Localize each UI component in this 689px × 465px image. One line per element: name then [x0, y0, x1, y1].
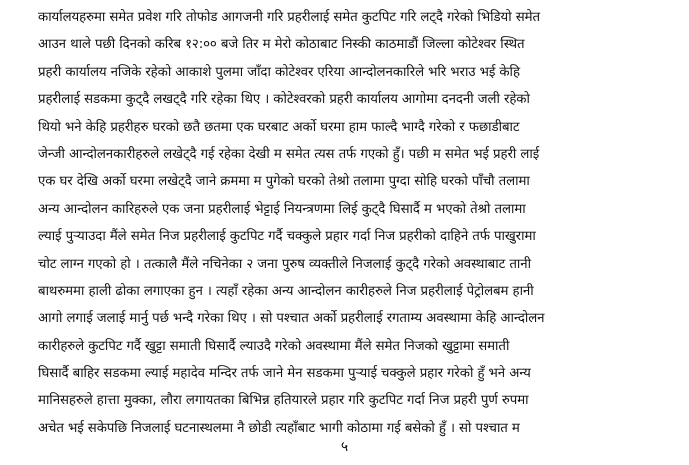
- text-line: ल्याई पुऱ्याउदा मैंले समेत निज प्रहरीलाई कुटपिट गर्दै चक्कुले प्रहार गर्दा निज प्रहरीको दाहिने तर्फ पाखुरामा: [38, 229, 536, 245]
- text-line: जेन्जी आन्दोलनकारीहरुले लखेट्दै गई रहेका देखी म समेत त्यस तर्फ गएको हुँ। पछी म समेत भई प्रहरी लाई: [38, 146, 540, 162]
- text-line: आगो लगाई जलाई मार्नु पर्छ भन्दै गरेका थिए । सो पश्चात अर्को प्रहरीलाई रगताम्य अवस्थामा केहि आन्दोलन: [38, 311, 545, 327]
- body-text: [38, 4, 668, 442]
- text-line: कारीहरुले कुटपिट गर्दै खुट्टा समाती घिसार्दै ल्याउदै गरेको अवस्थामा मैंले समेत निजको खुट्टामा समाती: [38, 338, 510, 354]
- text-line: आउन थाले पछी दिनको करिब १२:०० बजे तिर म मेरो कोठाबाट निस्की काठमाडौं जिल्ला कोटेश्वर स्थित: [38, 37, 525, 53]
- text-line: प्रहरी कार्यालय नजिके रहेको आकाशे पुलमा जाँदा कोटेश्वर एरिया आन्दोलनकारिले भरि भराउ भई केहि: [38, 64, 520, 80]
- text-line: थियो भने केहि प्रहरीहरु घरको छतै छतमा एक घरबाट अर्को घरमा हाम फाल्दै भाग्दै गरेको र फछाडीबाट: [38, 119, 520, 135]
- text-line: घिसार्दै बाहिर सडकमा ल्याई महादेव मन्दिर तर्फ जाने मेन सडकमा पुऱ्याई चक्कुले प्रहार गरेको हुँ भने अन्य: [38, 366, 531, 382]
- text-line: अन्य आन्दोलन कारिहरुले एक जना प्रहरीलाई भेट्टाई नियन्त्रणमा लिई कुट्दै घिसार्दै म भएको तेश्रो तलामा: [38, 201, 526, 217]
- text-line: अचेत भई सकेपछि निजलाई घटनास्थलमा नै छोडी त्यहाँबाट भागी कोठामा गई बसेको हुँ । सो पश्चात म: [38, 420, 520, 436]
- page-number: ५: [340, 439, 349, 455]
- text-line: चोट लाग्न गएको हो । तत्कालै मैंले नचिनेका २ जना पुरुष व्यक्तीले निजलाई कुट्दै गरेको अवस्थाबाट तानी: [38, 256, 531, 272]
- text-line: प्रहरीलाई सडकमा कुट्दै लखट्दै गरि रहेका थिए । कोटेश्वरको प्रहरी कार्यालय आगोमा दनदनी जली रहेको: [38, 92, 530, 108]
- text-line: एक घर देखि अर्को घरमा लखेट्दै जाने क्रममा म पुगेको घरको तेश्रो तलामा पुग्दा सोहि घरको पाँचौ तलामा: [38, 174, 530, 190]
- text-line: मानिसहरुले हात्ता मुक्का, लौरा लगायतका बिभिन्न हतियारले प्रहार गरि कुटपिट गर्दा निज प्रहरी पुर्ण रुपमा: [38, 393, 529, 409]
- text-line: बाथरुममा हाली ढोका लगाएका हुन । त्यहाँ रहेका अन्य आन्दोलन कारीहरुले निज प्रहरीलाई पेट्रोलबम हानी: [38, 283, 534, 299]
- text-line: कार्यालयहरुमा समेत प्रवेश गरि तोफोड आगजनी गरि प्रहरीलाई समेत कुटपिट गरि लट्दै गरेको भिडियो समेत: [38, 10, 540, 25]
